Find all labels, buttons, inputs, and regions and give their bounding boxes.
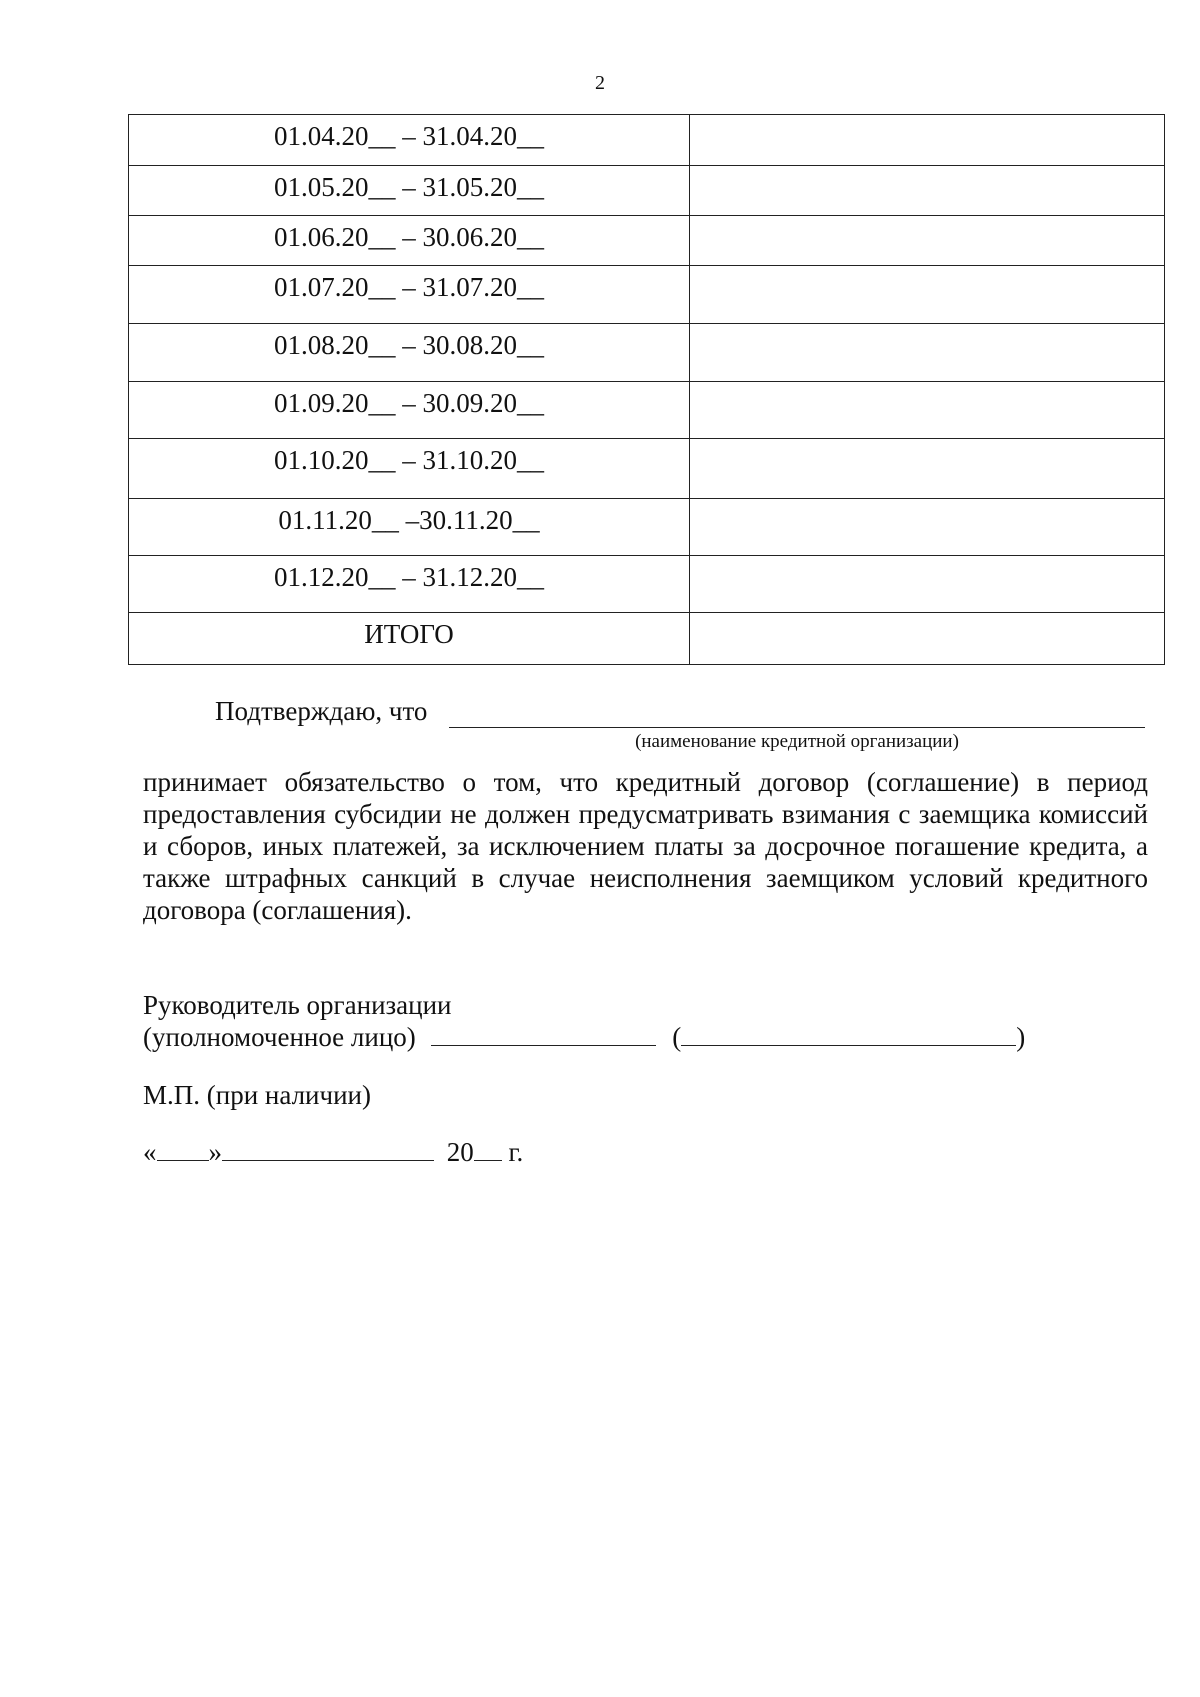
period-cell: 01.11.20__ –30.11.20__ xyxy=(129,499,690,556)
signature-field[interactable] xyxy=(431,1023,656,1046)
period-cell: 01.06.20__ – 30.06.20__ xyxy=(129,216,690,266)
value-cell xyxy=(690,115,1165,166)
stamp-note: М.П. (при наличии) xyxy=(143,1080,371,1110)
period-cell: 01.07.20__ – 31.07.20__ xyxy=(129,266,690,324)
obligation-paragraph: принимает обязательство о том, что кредитный договор (соглашение) в период предоставления субсидии не должен предусматривать взимания с заемщика комиссий и сборов, иных платежей, за исключением платы за досрочное погашение кредита, а также штрафных санкций в случае неисполнения заемщиком условий кредитного договора (соглашения). xyxy=(143,767,1148,925)
signatory-role-label: (уполномоченное лицо) xyxy=(143,1022,416,1052)
bank-name-field[interactable] xyxy=(449,727,1145,728)
table-row xyxy=(129,216,1165,266)
period-cell: 01.09.20__ – 30.09.20__ xyxy=(129,382,690,439)
value-cell xyxy=(690,166,1165,216)
value-cell xyxy=(690,324,1165,382)
period-cell: 01.08.20__ – 30.08.20__ xyxy=(129,324,690,382)
table-row-total xyxy=(129,613,1165,665)
full-name-field[interactable] xyxy=(681,1023,1016,1046)
value-cell xyxy=(690,266,1165,324)
confirmation-lead: Подтверждаю, что xyxy=(215,696,428,726)
name-paren-close: ) xyxy=(1016,1022,1026,1052)
table-row xyxy=(129,115,1165,166)
date-day-field[interactable] xyxy=(157,1138,209,1161)
subsidy-periods-table xyxy=(128,114,1165,665)
date-quote-close: » xyxy=(208,1137,222,1167)
date-quote-open: « xyxy=(143,1137,157,1167)
page-number: 2 xyxy=(595,72,605,94)
date-line xyxy=(143,1137,523,1168)
table-row xyxy=(129,166,1165,216)
period-cell: 01.10.20__ – 31.10.20__ xyxy=(129,439,690,499)
total-value-cell xyxy=(690,613,1165,665)
name-paren-open: ( xyxy=(672,1022,682,1052)
total-label: ИТОГО xyxy=(129,613,690,665)
value-cell xyxy=(690,499,1165,556)
table-row xyxy=(129,382,1165,439)
table-row xyxy=(129,439,1165,499)
table-row xyxy=(129,324,1165,382)
date-month-field[interactable] xyxy=(222,1138,434,1161)
bank-name-caption: (наименование кредитной организации) xyxy=(635,731,959,752)
signatory-role-line1: Руководитель организации xyxy=(143,990,452,1020)
date-year-field[interactable] xyxy=(474,1138,502,1161)
signatory-role-line2 xyxy=(143,1022,1025,1053)
table-row xyxy=(129,499,1165,556)
date-year-suffix: г. xyxy=(508,1137,524,1167)
value-cell xyxy=(690,439,1165,499)
period-cell: 01.04.20__ – 31.04.20__ xyxy=(129,115,690,166)
value-cell xyxy=(690,556,1165,613)
period-cell: 01.05.20__ – 31.05.20__ xyxy=(129,166,690,216)
table-row xyxy=(129,556,1165,613)
value-cell xyxy=(690,216,1165,266)
date-year-prefix: 20 xyxy=(446,1137,474,1167)
table-row xyxy=(129,266,1165,324)
value-cell xyxy=(690,382,1165,439)
period-cell: 01.12.20__ – 31.12.20__ xyxy=(129,556,690,613)
